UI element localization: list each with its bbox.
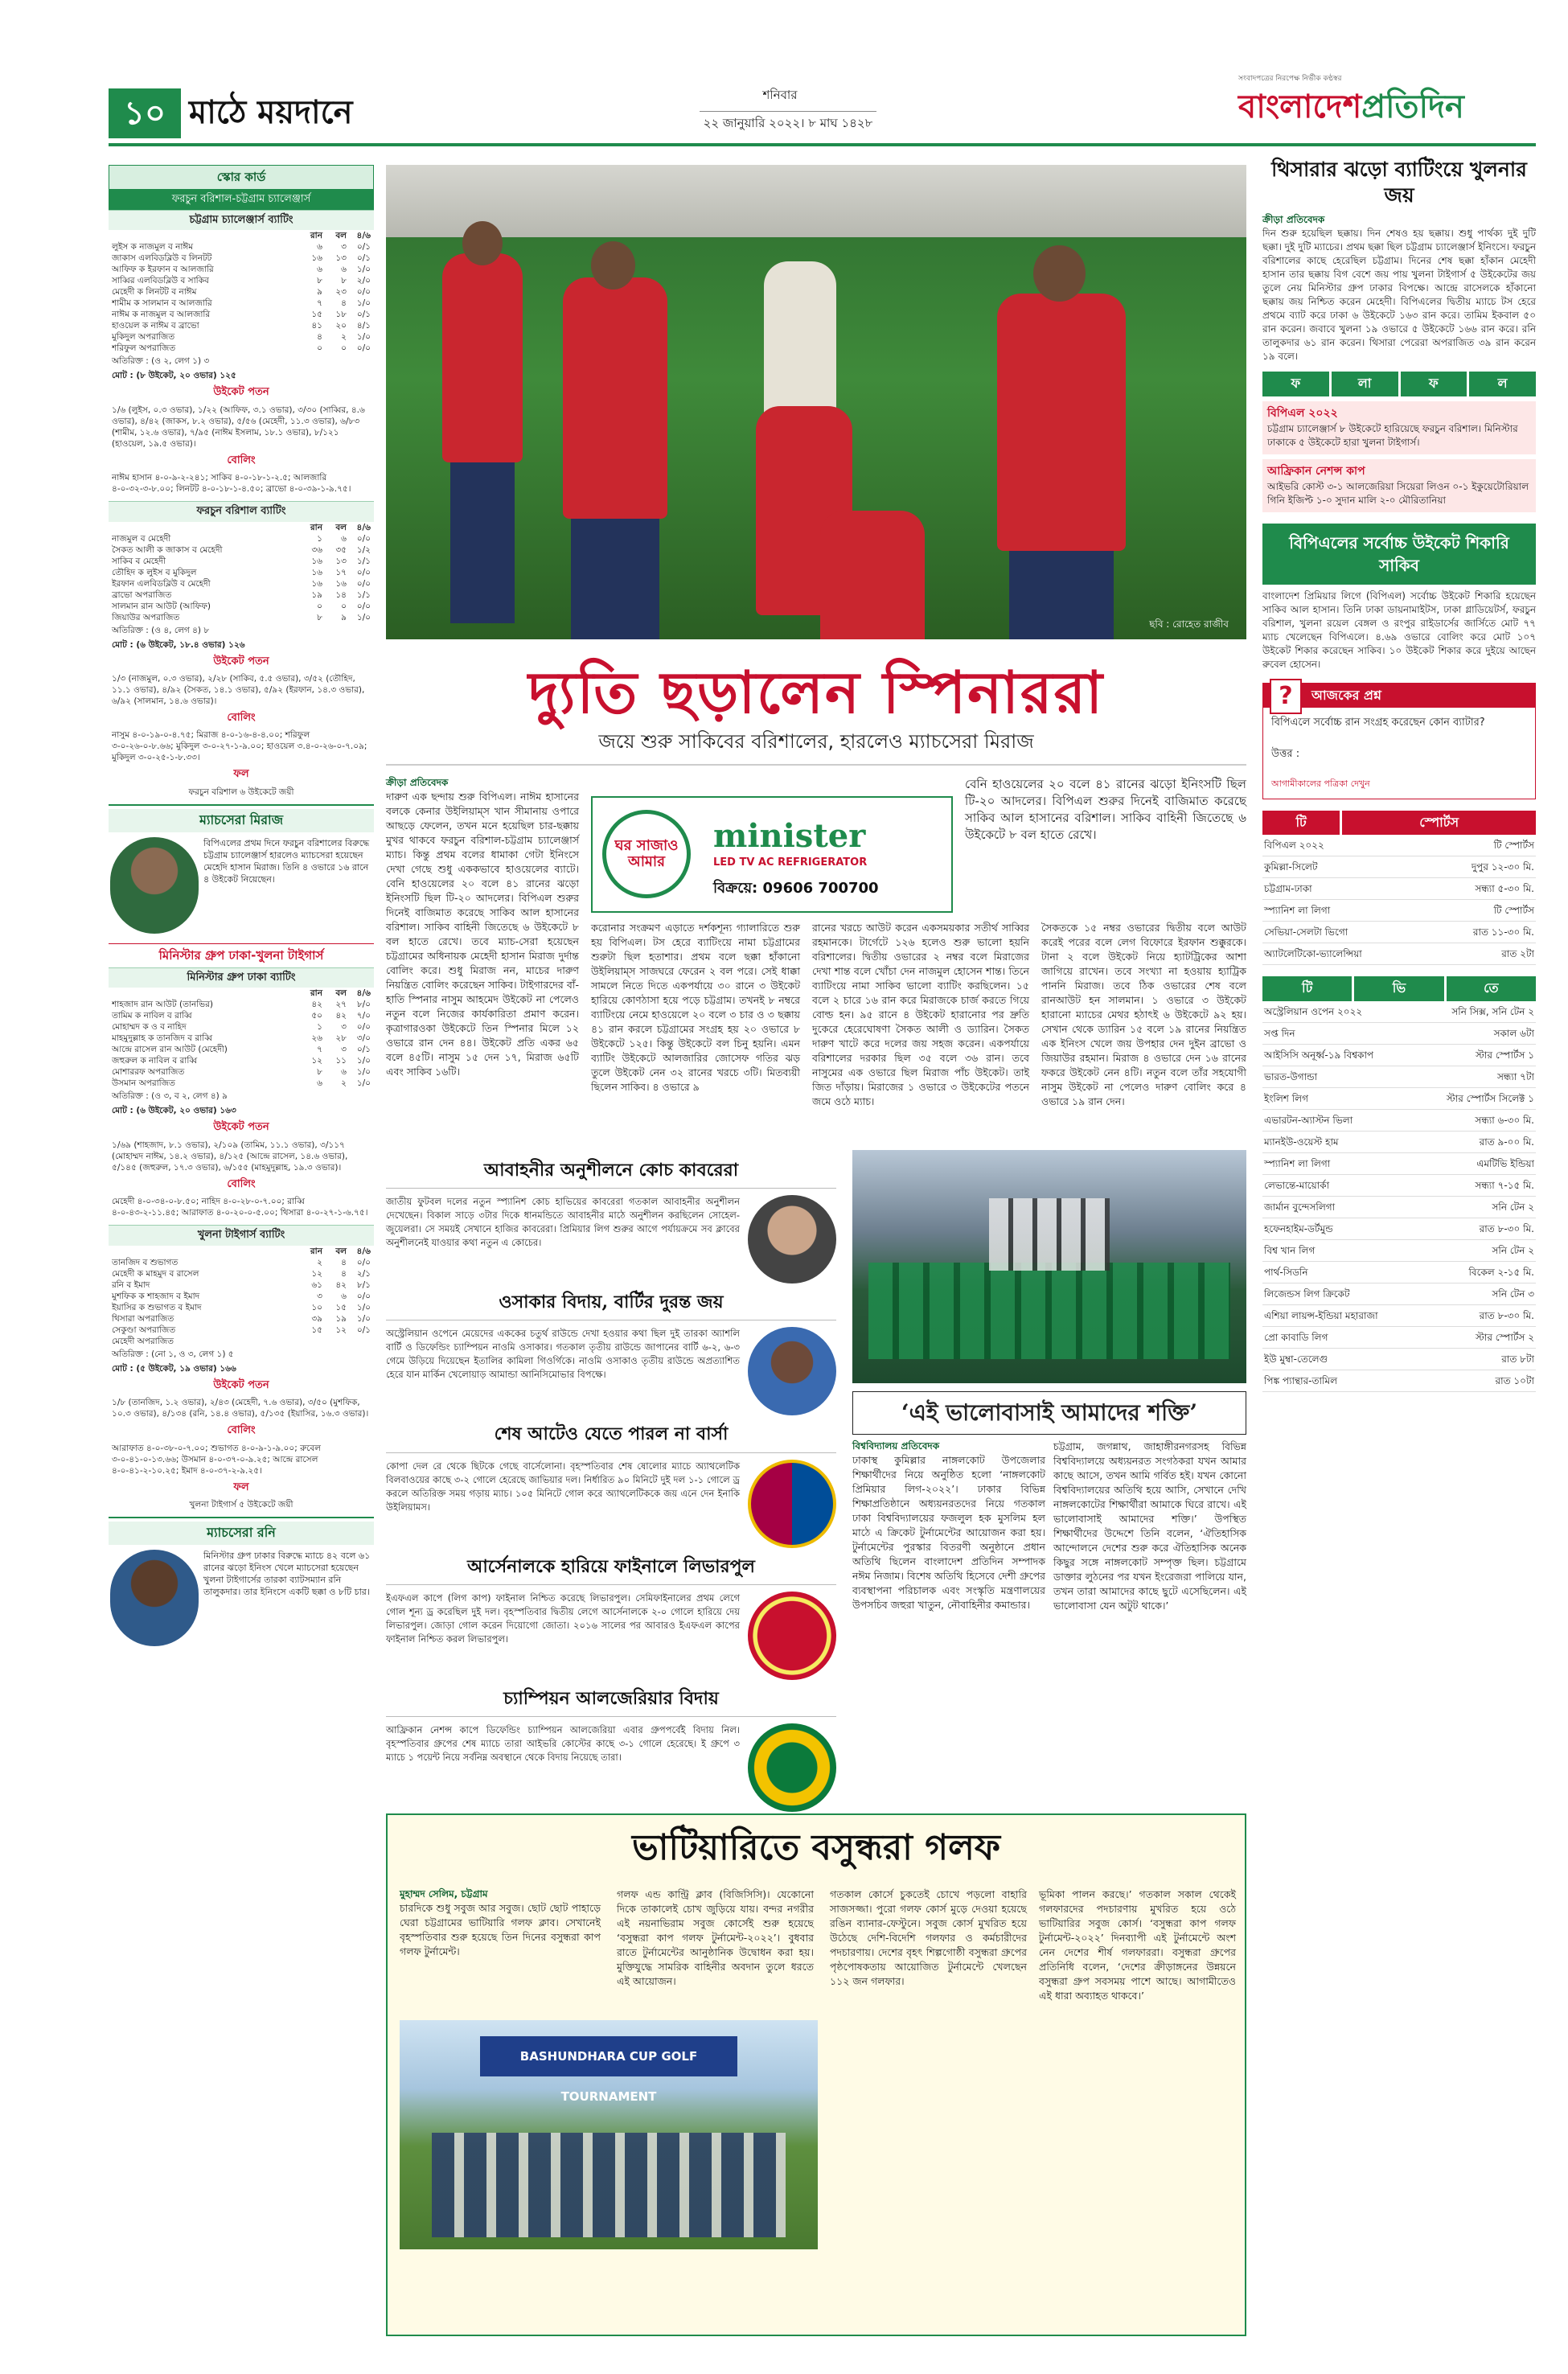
table-row: সালমান রান আউট (আফিফ) ০ ০ ০/০ bbox=[112, 601, 371, 611]
lead-byline: ক্রীড়া প্রতিবেদক bbox=[386, 777, 449, 788]
day-name: শনিবার bbox=[762, 88, 798, 102]
schedule-row: ইউ মুম্বা-তেলেগু রাত ৮টা bbox=[1262, 1349, 1536, 1370]
brief-item bbox=[386, 1452, 836, 1555]
brief-body: কোপা দেল রে থেকে ছিটকে গেছে বার্সেলোনা। বৃহস্পতিবার শেষ ষোলোর ম্যাচে অ্যাথলেটিক বিলবাওয়ের কাছে ৩-২ গোলে হেরেছে জাভিয়ার দল। নির্ধারিত ৯০ মিনিটে দুই দল ১-১ গোলে ড্র করলে অতিরিক্ত সময় গড়ায় ম্যাচ। ১০৫ মিনিটে গোল করে অ্যাথলেটিককে জয় এনে দেন ইনাকি উইলিয়ামস। bbox=[386, 1460, 740, 1513]
lead-headline[interactable]: দ্যুতি ছড়ালেন স্পিনাররা bbox=[527, 658, 1105, 726]
schedule-row: ইংলিশ লিগ স্টার স্পোর্টস সিলেক্ট ১ bbox=[1262, 1088, 1536, 1110]
match2-title: মিনিস্টার গ্রুপ ঢাকা-খুলনা টাইগার্স bbox=[109, 943, 374, 967]
brief-body: আফ্রিকান নেশন্স কাপে ডিফেন্ডিং চ্যাম্পিয়ন আলজেরিয়া এবার গ্রুপপর্বেই বিদায় নিল। বৃহস্পতিবার গ্রুপের শেষ ম্যাচে তারা আইভরি কোস্টের কাছে ৩-১ গোলে হেরেছে। ই গ্রুপে ৩ ম্যাচে ১ পয়েন্ট নিয়ে সর্বনিম্ন অবস্থানে থেকে বিদায় নিয়েছে তারা। bbox=[386, 1724, 740, 1764]
answer-field[interactable]: উত্তর : bbox=[1271, 747, 1300, 760]
golf-column-4 bbox=[1039, 1887, 1236, 2003]
result-afcon bbox=[1262, 459, 1536, 512]
shakib-headline[interactable]: বিপিএলের সর্বোচ্চ উইকেট শিকারি সাকিব bbox=[1262, 524, 1536, 585]
result-bpl-title: বিপিএল ২০২২ bbox=[1267, 406, 1338, 420]
table-row: তৌহিদ ক লুইস ব মুকিদুল ১৬ ১৭ ০/০ bbox=[112, 567, 371, 577]
player-legs bbox=[571, 519, 659, 639]
section-title: মাঠে ময়দানে bbox=[189, 93, 353, 131]
result-afcon-title: আফ্রিকান নেশন্স কাপ bbox=[1267, 464, 1365, 478]
ad-brand: minister bbox=[713, 817, 866, 855]
khulna-fow-label: উইকেট পতন bbox=[213, 1378, 269, 1391]
khulna-extras: অতিরিক্ত : (নো ১, ও ৩, লেগ ১) ৫ bbox=[112, 1349, 234, 1359]
mom2-text: মিনিস্টার গ্রুপ ঢাকার বিরুদ্ধে ম্যাচে ৪২ বলে ৬১ রানের ঝড়ো ইনিংস খেলে ম্যাচসেরা হয়েছেন খুলনা টাইগার্সের তারকা ব্যাটসম্যান রনি তালুকদার। তার ইনিংসে একটি ছক্কা ও ৮টি চার। bbox=[203, 1550, 371, 1597]
khulna-batting-table bbox=[109, 1246, 374, 1347]
table-row: জিয়াউর অপরাজিত ৮ ৯ ১/০ bbox=[112, 612, 371, 622]
player-figure bbox=[442, 253, 523, 462]
result-bpl-body: চট্টগ্রাম চ্যালেঞ্জার্স ৮ উইকেটে হারিয়েছে ফরচুন বরিশাল। মিনিস্টার ঢাকাকে ৫ উইকেটে হারা খুলনা টাইগার্স। bbox=[1267, 422, 1518, 448]
lead-column-intro bbox=[965, 776, 1246, 844]
schedule-row: বিপিএল ২০২২ টি স্পোর্টস bbox=[1262, 835, 1536, 856]
table-header-row: রান বল ৪/৬ bbox=[310, 231, 371, 241]
team-group-photo bbox=[852, 1150, 1246, 1383]
shakib-body: বাংলাদেশ প্রিমিয়ার লিগে (বিপিএল) সর্বোচ্চ উইকেট শিকারি হয়েছেন সাকিব আল হাসান। তিনি ঢাকা ডায়নামাইটস, ঢাকা গ্লাডিয়েটর্স, ফরচুন বরিশাল, খুলনা রয়েল বেঙ্গল ও রংপুর রাইডার্সের জার্সিতে মোট ৭৭ ম্যাচ খেলেছেন বিপিএলে। ৪.৬৯ ওভারে বোলিং করে মোট ১০৭ উইকেট শিকার করেছেন সাকিব। ১০ উইকেট শিকার করে দুইয়ে আছেন রুবেল হোসেন। bbox=[1262, 589, 1536, 670]
sports-briefs bbox=[386, 1158, 836, 1818]
brief-title[interactable]: আর্সেনালকে হারিয়ে ফাইনালে লিভারপুল bbox=[467, 1555, 755, 1577]
schedule-row: স্প্যানিশ লা লিগা এমটিভি ইন্ডিয়া bbox=[1262, 1153, 1536, 1175]
khulna-batting-title: খুলনা টাইগার্স ব্যাটিং bbox=[109, 1225, 374, 1245]
table-row: জাকাস এলবিডব্লিউ ব লিনটট ১৬ ১৩ ০/১ bbox=[112, 253, 371, 264]
ctg-batting-title: চট্টগ্রাম চ্যালেঞ্জার্স ব্যাটিং bbox=[109, 210, 374, 230]
masthead bbox=[0, 0, 1568, 149]
match1-result: ফরচুন বরিশাল ৬ উইকেটে জয়ী bbox=[188, 787, 294, 797]
khulna-bowling-label: বোলিং bbox=[227, 1177, 256, 1190]
table-row: হাওয়েল ক নাঈম ব ব্রাভো ৪১ ২০ ৪/১ bbox=[112, 321, 371, 331]
table-row: উসমান অপরাজিত ৬ ২ ১/০ bbox=[112, 1078, 371, 1089]
headline-rule bbox=[386, 764, 1246, 766]
brief-title[interactable]: শেষ আটেও যেতে পারল না বার্সা bbox=[494, 1423, 729, 1445]
schedule-row: সপ্ত দিন সকাল ৬টা bbox=[1262, 1023, 1536, 1045]
table-row: আন্দ্রে রাসেল রান আউট (মেহেদী) ৭ ৩ ০/১ bbox=[112, 1045, 371, 1055]
schedule-row: এশিয়া লায়ন্স-ইন্ডিয়া মহারাজা রাত ৮-৩০ মি. bbox=[1262, 1305, 1536, 1327]
golf-body-2: গলফ এন্ড কান্ট্রি ক্লাব (বিজিসিসি)। যেকোনো দিকে তাকালেই চোখ জুড়িয়ে যায়। বন্দর নগরীর এই নয়নাভিরাম সবুজ কোর্সেই শুরু হয়েছে ‘বসুন্ধরা কাপ গলফ টুর্নামেন্ট-২০২২’। বুধবার রাতে টুর্নামেন্টের আনুষ্ঠানিক উদ্বোধন করা হয়। মুক্তিযুদ্ধে সামরিক বাহিনীর অবদান তুলে ধরতে এই আয়োজন। bbox=[617, 1888, 814, 1987]
table-row: আফিফ ক ইরফান ব আলজারি ৬ ৬ ১/০ bbox=[112, 265, 371, 275]
golf-story bbox=[386, 1813, 1246, 2336]
photo-background-wall bbox=[386, 165, 1246, 237]
table-row: মুকিদুল অপরাজিত ৪ ২ ১/০ bbox=[112, 332, 371, 343]
tsports-schedule bbox=[1262, 835, 1536, 965]
photo-credit: ছবি : রোহেত রাজীব bbox=[1149, 618, 1229, 630]
team-story-column-2 bbox=[1053, 1440, 1246, 1613]
player-figure bbox=[820, 511, 925, 639]
lead-column-3 bbox=[812, 921, 1029, 1109]
lead-column-2 bbox=[591, 921, 800, 1095]
ad-phone: বিক্রয়ে: 09606 700700 bbox=[713, 880, 879, 897]
date-line: ২২ জানুয়ারি ২০২২। ৮ মাঘ ১৪২৮ bbox=[700, 111, 876, 132]
bar-extras: অতিরিক্ত : (ও ৪, লেগ ৪) ৮ bbox=[112, 625, 210, 635]
schedule-row: আইসিসি অনূর্ধ্ব-১৯ বিশ্বকাপ স্টার স্পোর্টস ১ bbox=[1262, 1045, 1536, 1066]
golf-banner: BASHUNDHARA CUP GOLF TOURNAMENT bbox=[480, 2036, 737, 2076]
table-row: মুশফিক ক শাহজাদ ব ইমাদ ৩ ৬ ০/০ bbox=[112, 1291, 371, 1301]
lead-body-3: রানের খরচে আউট করেন একসময়কার সতীর্থ সাব্বির রহমানকে। টার্গেটে ১২৬ হলেও শুরু ভালো হয়নি বরিশালের। দ্বিতীয় ওভারের ২ নম্বর বলে মিরাজের দেখা শান্ত বলে খোঁচা দেন নাজমুল হোসেন শান্ত। তিনে ব্যাটিংয়ে নামা সাকিব ভালো ব্যাটিং করছিলেন। ১৫ বলে ২ চারে ১৬ রান করে মিরাজকে চার্জ করতে গিয়ে বোল্ড হন। ৯৫ রানে ৪ উইকেট হারানোর পর দ্রুতি দুকেরে হেরেঘোষণা সৈকত আলী ও ড্যারিন। সৈকত দারুণ খাটে করে দলের জয় সহজ করেন। একপর্যায়ে বরিশালের দরকার ছিল ৩৫ বলে ৩৬ রান। তবে নাসুমের এক ওভারে ছিল মিরাজ পাঁচ উইকেট। তাই জিত দাঁড়ায়। মিরাজের ১ ওভারে ৩ উইকেটের পতনে জমে ওঠে ম্যাচ। bbox=[812, 922, 1029, 1107]
schedule-row: সেভিয়া-সেলটা ভিগো রাত ১১-৩০ মি. bbox=[1262, 922, 1536, 943]
table-row: সৈকত আলী ক জাকাস ব মেহেদী ৩৬ ৩৫ ১/২ bbox=[112, 544, 371, 555]
dhaka-batting-title: মিনিস্টার গ্রুপ ঢাকা ব্যাটিং bbox=[109, 967, 374, 988]
question-note: আগামীকালের পত্রিকা দেখুন bbox=[1271, 778, 1370, 790]
lead-body-4: সৈকতকে ১৫ নম্বর ওভারের দ্বিতীয় বলে আউট করেই পরের বলে লেগ বিফোরে ইরফান শুক্কুরকে। টানা ২ বলে উইকেট নিয়ে হ্যাটট্রিকের আশা জাগিয়ে রাখেন। তবে সংখ্যা না হওয়ায় হ্যাট্রিক পাননি মিরাজ। তবে ঠিক ওভারের শেষ বলে রানআউট হন সালমান। ১ ওভারে ৩ উইকেট হারানো ম্যাচের মেথর হঠাৎই ৬ উইকেটে ৯২ হয়। সেখান থেকে ড্যারিন ১৫ বলে ১৯ রানের নিয়ন্ত্রিত এক ইনিংস খেলে জয় উপহার দেন দুইন ব্রাভো ও জিয়াউর রহমান। মিরাজ ৪ ওভারে দেন ১৬ রানের ফকরে উইকেট নেন ৪টি। নতুন বলে তাঁর সহযোগী নাসুম উইকেট না পেলেও দারুণ বোলিং করে ৪ ওভারে ১৯ রান দেন। bbox=[1041, 922, 1246, 1107]
table-row: মেহেদী ক লিনটট ব নাঈম ৯ ২৩ ০/০ bbox=[112, 287, 371, 298]
mom2-title: ম্যাচসেরা রনি bbox=[109, 1522, 374, 1545]
table-row: মোশাররফ অপরাজিত ৮ ৬ ১/০ bbox=[112, 1067, 371, 1078]
schedule-row: অ্যাটলেটিকো-ভ্যালেন্সিয়া রাত ২টা bbox=[1262, 943, 1536, 965]
tv-header: টি ভি তে bbox=[1262, 976, 1536, 1001]
result-bpl bbox=[1262, 401, 1536, 454]
dhaka-total: মোট : (৬ উইকেট, ২০ ওভার) ১৬৩ bbox=[112, 1106, 236, 1116]
match2-result: খুলনা টাইগার্স ৫ উইকেটে জয়ী bbox=[189, 1500, 293, 1510]
table-row: সাব্বির এলবিডব্লিউ ব সাকিব ৮ ৮ ২/০ bbox=[112, 276, 371, 286]
table-row: লুইস ক নাজমুল ব নাঈম ৬ ৩ ০/১ bbox=[112, 242, 371, 253]
brief-item bbox=[386, 1320, 836, 1422]
scorecard-title: স্কোর কার্ড bbox=[109, 165, 374, 190]
question-header: ? আজকের প্রশ্ন bbox=[1263, 684, 1535, 709]
golf-group-photo bbox=[400, 2020, 818, 2249]
schedule-row: হফেনহাইম-ডর্টমুন্ড রাত ৮-৩০ মি. bbox=[1262, 1218, 1536, 1240]
schedule-row: এভারটন-অ্যাস্টন ভিলা সন্ধ্যা ৬-৩০ মি. bbox=[1262, 1110, 1536, 1132]
golf-body-3: গতকাল কোর্সে চুকতেই চোখে পড়লো বাহারি সাজসজ্জা। পুরো গলফ কোর্স মুড়ে দেওয়া হয়েছে রঙিন ব্যানার-ফেস্টুনে। সবুজ কোর্স মুখরিত হয়ে উঠেছে দেশি-বিদেশি গলফার ও কর্মচারীদের পদচারণায়। দেশের বৃহৎ শিল্পগোষ্ঠী বসুন্ধরা গ্রুপের পৃষ্ঠপোষকতায় আয়োজিত টুর্নামেন্টে খেলছেন ১১২ জন গলফার। bbox=[830, 1888, 1027, 1987]
schedule-row: পার্থ-সিডনি বিকেল ২-১৫ মি. bbox=[1262, 1262, 1536, 1284]
schedule-row: স্প্যানিশ লা লিগা টি স্পোর্টস bbox=[1262, 900, 1536, 922]
scorecard-match: ফরচুন বরিশাল-চট্টগ্রাম চ্যালেঞ্জার্স bbox=[109, 190, 374, 209]
lead-column-1 bbox=[386, 776, 579, 1079]
dhaka-batting-table bbox=[109, 988, 374, 1089]
barcelona-crest-icon bbox=[748, 1460, 836, 1548]
lead-body-2: করোনার সংক্রমণ এড়াতে দর্শকশূন্য গ্যালারিতে শুরু হয় বিপিএল। টস হেরে ব্যাটিংয়ে নামা চট্টগ্রামের শুরুটা ছিল হতাশার। প্রথম বলে ছক্কা হাঁকানো উইলিয়াম্স সাজঘরে ফেরেন ২ বল পরে। সেই ধাক্কা সামলে নিতে দিতে একপর্যায়ে ৩০ রানে ৩ উইকেট হারিয়ে কোণঠাসা হয়ে পড়ে চট্টগ্রাম। তখনই ৮ নম্বরে ব্যাটিংয়ে নেমে হাওয়েলে ২০ বলে ৩ চার ও ৩ ছক্কায় ৪১ রান করলে চট্টগ্রামের সংগ্রহ হয় ২০ ওভারে ৮ উইকেটে ১২৫। কিন্তু উইকেটে বল চিনু হয়নি। এমন ব্যাটিং উইকেটে আলজারির জোসেফ গতির ঝড় তুলে উইকেট নেন ৩২ রানের খরচে ৩টি। মিতব্যয়ী ছিলেন সাকিব। ৪ ওভারে ৯ bbox=[591, 922, 800, 1093]
brief-title[interactable]: চ্যাম্পিয়ন আলজেরিয়ার বিদায় bbox=[503, 1687, 719, 1709]
golf-body-4: ভূমিকা পালন করছে।’ গতকাল সকাল থেকেই গলফারদের পদচারণায় মুখরিত হয়ে ওঠে ভাটিয়ারির সবুজ কোর্স। ‘বসুন্ধরা কাপ গলফ টুর্নামেন্ট-২০২২’ দিনব্যাপী এই টুর্নামেন্টে অংশ নেন দেশের শীর্ষ গলফাররা। বসুন্ধরা গ্রুপের প্রতিনিধি বলেন, ‘দেশের ক্রীড়াঙ্গনের উন্নয়নে বসুন্ধরা গ্রুপ সবসময় পাশে আছে। আগামীতেও এই ধারা অব্যাহত থাকবে।’ bbox=[1039, 1888, 1236, 2002]
man-of-match-2 bbox=[109, 1517, 374, 1651]
brief-item bbox=[386, 1188, 836, 1290]
mom1-photo bbox=[110, 837, 199, 934]
player-legs bbox=[1009, 551, 1114, 639]
mom1-text: বিপিএলের প্রথম দিনে ফরচুন বরিশালের বিরুদ্ধে চট্টগ্রাম চ্যালেঞ্জার্স হারলেও ম্যাচসেরা হয়েছেন মেহেদি হাসান মিরাজ। তিনি ৪ ওভারে ১৬ রানে ৪ উইকেট নিয়েছেন। bbox=[203, 837, 370, 885]
schedule-row: প্রো কাবাডি লিগ স্টার স্পোর্টস ২ bbox=[1262, 1327, 1536, 1349]
bar-fow: ১/৩ (নাজমুল, ০.৩ ওভার), ২/২৮ (সাকিব, ৫.৫ ওভার), ৩/৫২ (তৌহিদ, ১১.১ ওভার), ৪/৯২ (সৈকত, ১৪.১ ওভার), ৫/৯২ (ইরফান, ১৪.৩ ওভার), ৬/৯২ (সালমান, ১৪.৬ ওভার)। bbox=[112, 674, 365, 707]
logo-tagline: সংবাদপত্রের নিরপেক্ষ নির্ভীক কণ্ঠস্বর bbox=[1238, 75, 1342, 83]
coach-photo bbox=[748, 1195, 836, 1284]
ctg-extras: অতিরিক্ত : (ও ২, লেগ ১) ৩ bbox=[112, 356, 210, 367]
player-legs bbox=[450, 462, 515, 623]
schedule-row: জার্মান বুন্দেসলিগা সনি টেন ২ bbox=[1262, 1197, 1536, 1218]
ctg-fow: ১/৬ (লুইস, ০.৩ ওভার), ১/২২ (আফিফ, ৩.১ ওভার), ৩/৩০ (সাব্বির, ৪.৬ ওভার), ৪/৪২ (জাকস, ৮.২ ওভার), ৫/৫৬ (মেহেদী, ১১.৩ ওভার), ৬/৮৩ (শামীম, ১২.৬ ওভার), ৭/৯৫ (নাঈম ইসলাম, ১৮.১ ওভার), ৮/১২১ (হাওয়েল, ১৯.৫ ওভার)। bbox=[112, 405, 365, 449]
mom1-title: ম্যাচসেরা মিরাজ bbox=[109, 809, 374, 832]
ad-products: LED TV AC REFRIGERATOR bbox=[713, 856, 868, 869]
golf-byline: মুহাম্মদ সেলিম, চট্টগ্রাম bbox=[400, 1888, 488, 1900]
guests-row bbox=[989, 1198, 1110, 1271]
player-figure bbox=[563, 277, 667, 519]
table-row: মাহমুদুল্লাহ ক তানজিদ ব রাব্বি ২৬ ২৮ ৩/০ bbox=[112, 1033, 371, 1044]
table-row: শামীম ক সালমান ব আলজারি ৭ ৪ ১/০ bbox=[112, 298, 371, 309]
brief-body: জাতীয় ফুটবল দলের নতুন স্প্যানিশ কোচ হাভিয়ের কাবরেরা গতকাল আবাহনীর অনুশীলন দেখেছেন। বিকাল সাড়ে ৩টার দিকে ধানমন্ডিতে আবাহনীর মাঠে অনুশীলন করছিলেন সোহেল-জুয়েলরা। সে সময়ই সেখানে হাজির কাবরেরা। প্রিমিয়ার লিগ শুরুর আগে পর্যায়ক্রমে সব ক্লাবের অনুশীলনেই যাওয়ার কথা নতুন এ কোচের। bbox=[386, 1196, 740, 1249]
brief-body: ইএফএল কাপে (লিগ কাপ) ফাইনাল নিশ্চিত করেছে লিভারপুল। সেমিফাইনালের প্রথম লেগে গোল শূন্য ড্র করেছিল দুই দল। বৃহস্পতিবার দ্বিতীয় লেগে আর্সেনালকে ২-০ গোলে হারিয়ে দেয় লিভারপুল। জোড়া গোল করেন দিয়োগো জোতা। ২০১৬ সালের পর আবারও ইএফএল কাপের ফাইনাল নিশ্চিত করল লিভারপুল। bbox=[386, 1592, 740, 1645]
golf-guests bbox=[432, 2133, 786, 2237]
newspaper-logo[interactable] bbox=[1238, 74, 1536, 138]
right-top-headline[interactable]: থিসারার ঝড়ো ব্যাটিংয়ে খুলনার জয় bbox=[1271, 158, 1527, 207]
tennis-player-photo bbox=[748, 1327, 836, 1415]
golf-headline[interactable]: ভাটিয়ারিতে বসুন্ধরা গলফ bbox=[631, 1827, 1001, 1868]
ctg-bowling: নাসুম ৪-০-১৯-০-৪.৭৫; মিরাজ ৪-০-১৬-৪-৪.০০; শরিফুল ৩-০-২৬-০-৮.৬৬; মুকিদুল ৩-০-২৭-১-৯.০০; হাওয়েল ৩.৪-০-২৬-০-৭.০৯; মুকিদুল ৩-০-২৫-১-৮.৩৩। bbox=[112, 730, 367, 763]
right-byline: ক্রীড়া প্রতিবেদক bbox=[1262, 214, 1325, 225]
brief-item bbox=[386, 1584, 836, 1686]
result-label: ফল bbox=[233, 768, 249, 781]
page-number: ১০ bbox=[109, 88, 181, 138]
player-head bbox=[1033, 245, 1086, 302]
schedule-row: বিশ্ব খান লিগ সনি টেন ২ bbox=[1262, 1240, 1536, 1262]
schedule-row: কুমিল্লা-সিলেট দুপুর ১২-৩০ মি. bbox=[1262, 856, 1536, 878]
dhaka-bowling-label: বোলিং bbox=[227, 1424, 256, 1437]
schedule-row: লিজেন্ডস লিগ ক্রিকেট সনি টেন ৩ bbox=[1262, 1284, 1536, 1305]
result2-label: ফল bbox=[233, 1481, 249, 1493]
group-players bbox=[868, 1263, 1230, 1359]
scorecard-column bbox=[109, 165, 374, 2336]
lead-photo bbox=[386, 165, 1246, 639]
bar-bowling-label: বোলিং bbox=[227, 454, 256, 466]
brief-item bbox=[386, 1716, 836, 1818]
table-header-row: রান বল ৪/৬ bbox=[310, 988, 371, 999]
table-row: তানজিদ ব শুভাগত ২ ৪ ০/০ bbox=[112, 1257, 371, 1267]
table-row: মোহাম্মদ ক ও ব নাহিদ ১ ৩ ০/০ bbox=[112, 1022, 371, 1033]
dhaka-extras: অতিরিক্ত : (ও ৩, ব ২, লেগ ৪) ৯ bbox=[112, 1091, 228, 1102]
table-row: মেহেদী ক মাহমুদ ব রাসেল ১২ ৪ ২/১ bbox=[112, 1268, 371, 1279]
caf-logo-icon bbox=[748, 1723, 836, 1812]
table-row: তামিম ক নাবিল ব রাব্বি ৫০ ৪২ ৭/০ bbox=[112, 1011, 371, 1021]
masthead-rule bbox=[109, 143, 1536, 146]
mom2-photo bbox=[110, 1550, 199, 1646]
ad-house-logo: ঘর সাজাও আমার bbox=[602, 810, 691, 898]
results-header: ফ লা ফ ল bbox=[1262, 372, 1536, 396]
table-row: সেকুণ্ডা অপরাজিত ১৫ ১২ ০/১ bbox=[112, 1325, 371, 1335]
schedule-row: পিঙ্ক প্যান্থার-তামিল রাত ১০টা bbox=[1262, 1370, 1536, 1392]
table-row: ইরফান এলবিডব্লিউ ব মেহেদী ১৬ ১৬ ০/০ bbox=[112, 578, 371, 589]
result-afcon-body: আইভরি কোস্ট ৩-১ আলজেরিয়া সিয়েরা লিওন ০-১ ইকুয়েটোরিয়াল গিনি ইজিপ্ট ১-০ সুদান মালি ২-০ মৌরিতানিয়া bbox=[1267, 480, 1529, 506]
question-text: বিপিএলে সর্বোচ্চ রান সংগ্রহ করেছেন কোন ব্যাটার? bbox=[1271, 717, 1485, 729]
lead-subheadline: জয়ে শুরু সাকিবের বরিশালের, হারলেও ম্যাচসেরা মিরাজ bbox=[598, 730, 1034, 753]
tsports-header: টি স্পোর্টস bbox=[1262, 811, 1536, 836]
dhaka-bowling: আরাফাত ৪-০-৩৮-০-৭.০০; শুভাগত ৪-০-৯-১-৯.০০; রুবেল ৩-০-৪১-০-১৩.৬৬; উসমান ৪-০-৩৭-০-৯.২৫; আন্দ্রে রাসেল ৪-০-৪১-২-১০.২৫; ইমাদ ৪-০-৩৭-২-৯.২৫। bbox=[112, 1443, 322, 1476]
schedule-row: লেভান্তে-মায়োর্কা সন্ধ্যা ৭-১৫ মি. bbox=[1262, 1175, 1536, 1197]
lead-body-1: দারুণ এক ছন্দায় শুরু বিপিএল। নাঈম হাসানের বলকে কেনার উইলিয়াম্স খান সীমানায় ওপারে আছড়ে ফেলেন, তখন মনে হয়েছিল চার-ছক্কায় মুখর থাকবে ফরচুন বরিশাল-চট্টগ্রাম চ্যালেঞ্জার্স ম্যাচ। কিন্তু প্রথম বলের ধামাকা গেটা ইনিংসে দেখা গেছে শুধু এককভাবে হাওয়েলের ব্যাটে। বেনি হাওয়েলের ২০ বলে ৪১ রানের ঝড়ো ইনিংসটি ছিল টি-২০ আদলের। বিপিএল শুরুর দিনেই বাজিমাত করেছে সাকিব আল হাসানের বরিশাল। সাকিব বাহিনী জিতেছে ৬ উইকেটে ৮ বল হাতে রেখে। তবে ম্যাচ-সেরা হয়েছেন চট্টগ্রামের অধিনায়ক মেহেদী হাসান মিরাজ দুর্দান্ত বোলিং করে। শুধু মিরাজ নন, মাচের দারুণ নিয়ন্ত্রিত বোলিং করেছেন সাকিব। টাইগারদের বাঁ-হাতি স্পিনার নাসুম আহমেদ উইকেট না পেলেও নতুন বলে নিজের কার্যকারিতা প্রমাণ করেন। কৃত্রাগারওকা উইকেটে তিন স্পিনার মিলে ১২ ওভারে রান দেন ৪৪। উইকেট প্রতি একর ৬৫ বলে ৪৫টি। নাসুম ১৫ দেন ১৭, মিরাজ ৬৫টি এবং সাকিব ১৬টি। bbox=[386, 791, 579, 1078]
ctg-bowling-label: বোলিং bbox=[227, 712, 256, 725]
table-row: নাজমুল ব মেহেদী ১ ৬ ০/০ bbox=[112, 533, 371, 544]
question-box bbox=[1262, 683, 1536, 799]
golf-column-3 bbox=[830, 1887, 1027, 1989]
player-figure bbox=[997, 294, 1126, 551]
table-header-row: রান বল ৪/৬ bbox=[310, 522, 371, 532]
khulna-bowling: মেহেদী ৪-০-৩৪-০-৮.৫০; নাহিদ ৪-০-২৮-০-৭.০০; রাব্বি ৪-০-৪৩-২-১১.৪৫; আরাফাত ৪-০-২০-০-৫.০০; থিসারা ৪-০-২৭-১-৬.৭৫। bbox=[112, 1197, 368, 1218]
table-row: জহুরুল ক নাবিল ব রাব্বি ১২ ১১ ১/০ bbox=[112, 1056, 371, 1066]
right-column bbox=[1262, 157, 1536, 1392]
tv-schedule bbox=[1262, 1001, 1536, 1392]
ctg-total: মোট : (৮ উইকেট, ২০ ওভার) ১২৫ bbox=[112, 371, 236, 381]
ctg-batting-table bbox=[109, 230, 374, 354]
table-row: ইয়াসির ক শুভাগত ব ইমাদ ১০ ১৫ ১/০ bbox=[112, 1302, 371, 1312]
bar-batting-table bbox=[109, 522, 374, 623]
lead-intro: বেনি হাওয়েলের ২০ বলে ৪১ রানের ঝড়ো ইনিংসটি ছিল টি-২০ আদলের। বিপিএল শুরুর দিনেই বাজিমাত করেছে সাকিব আল হাসানের বরিশাল। সাকিব বাহিনী জিতেছে ৬ উইকেটে ৮ বল হাতে রেখে। bbox=[965, 777, 1246, 842]
golf-column-2 bbox=[617, 1887, 814, 1989]
brief-body: অস্ট্রেলিয়ান ওপেনে মেয়েদের এককের চতুর্থ রাউন্ডে দেখা হওয়ার কথা ছিল দুই তারকা অ্যাশলি বার্টি ও ডিফেন্ডিং চ্যাম্পিয়ন নাওমি ওসাকার। গতকাল তৃতীয় রাউন্ডে জাপানের বার্টি ৬-২, ৬-৩ গেমে উড়িয়ে দিয়েছেন ইতালির কামিলা গিওর্গিকে। নাওমি ওসাকাও তৃতীয় রাউন্ডে অপ্রত্যাশিত হেরে যান মার্কিন খেলোয়াড় আমান্ডা আনিসিমোভার বিপক্ষে। bbox=[386, 1328, 740, 1381]
brief-title[interactable]: ওসাকার বিদায়, বার্টির দুরন্ত জয় bbox=[499, 1292, 724, 1313]
schedule-row: ম্যানইউ-ওয়েস্ট হাম রাত ৯-০০ মি. bbox=[1262, 1132, 1536, 1153]
right-top-body: দিন শুরু হয়েছিল ছক্কায়। দিন শেষও হয় ছক্কায়। শুধু পার্থক্য দুই দুটি ছক্কা। দুই দুটি ম্যাচের। প্রথম ছক্কা ছিল চট্টগ্রাম চ্যালেঞ্জার্স ইনিংসে। ফরচুন বরিশালের কাছে হেরেছিল চট্টগ্রাম। দিনের শেষ ছক্কা হাঁকান মেহেদী হাসান তার ছক্কায় বিগ বেশে জয় পায় খুলনা টাইগার্স ৫ উইকেটের জয় তুলে নেয় মিনিস্টার গ্রুপ ঢাকার বিপক্ষে। আন্দ্রে রাসেলকে হাঁকানো ছক্কায় জয় নিশ্চিত করেন মেহেদী। বিপিএলের দ্বিতীয় ম্যাচে টস হেরে প্রথমে ব্যাট করে ঢাকা ৬ উইকেটে ১৬৩ রান করে। তামিম ইকবাল ৫০ রান করেন। জবাবে খুলনা ১৯ ওভারে ৫ উইকেটে ১৬৬ রান করে। রনি তালুকদার ৬১ রান করেন। থিসারা পেরেরা অপরাজিত ৩৯ রান করেন ১৯ বলে। bbox=[1262, 228, 1536, 363]
ctg-fow-label: উইকেট পতন bbox=[213, 386, 269, 399]
team-story-column-1 bbox=[852, 1440, 1045, 1612]
schedule-row: ভারত-উগান্ডা সন্ধ্যা ৭টা bbox=[1262, 1066, 1536, 1088]
man-of-match-1 bbox=[109, 804, 374, 939]
khulna-fow: ১/৮ (তানজিদ, ১.২ ওভার), ২/৪৩ (মেহেদী, ৭.৬ ওভার), ৩/৫০ (মুশফিক, ১০.৩ ওভার), ৪/১৩৪ (রনি, ১৪.৪ ওভার), ৫/১৩৫ (ইয়াসির, ১৬.৩ ওভার)। bbox=[112, 1398, 369, 1419]
player-head bbox=[462, 221, 503, 265]
table-row: ব্রাভো অপরাজিত ১৯ ১৪ ১/১ bbox=[112, 589, 371, 600]
table-row: মেহেদী অপরাজিত bbox=[112, 1336, 174, 1346]
lead-column-4 bbox=[1041, 921, 1246, 1109]
minister-advertisement[interactable] bbox=[591, 796, 953, 913]
schedule-row: অস্ট্রেলিয়ান ওপেন ২০২২ সনি সিক্স, সনি টেন ২ bbox=[1262, 1001, 1536, 1023]
player-head bbox=[591, 241, 635, 290]
table-row: রনি ব ইমাদ ৬১ ৪২ ৮/১ bbox=[112, 1279, 371, 1290]
golf-body-1: চারদিকে শুধু সবুজ আর সবুজ। ছোট ছোট পাহাড়ে ঘেরা চট্টগ্রামের ভাটিয়ারি গলফ ক্লাব। সেখানেই বৃহস্পতিবার শুরু হয়েছে তিন দিনের বসুন্ধরা কাপ গলফ টুর্নামেন্ট। bbox=[400, 1902, 601, 1958]
team-story-headline[interactable]: ‘এই ভালোবাসাই আমাদের শক্তি’ bbox=[852, 1391, 1246, 1435]
liverpool-crest-icon bbox=[748, 1592, 836, 1680]
brief-title[interactable]: আবাহনীর অনুশীলনে কোচ কাবরেরা bbox=[483, 1160, 739, 1181]
team-body-1: ঢাকাস্থ কুমিল্লার নাঙ্গলকোট উপজেলার শিক্ষার্থীদের নিয়ে অনুষ্ঠিত হলো ‘নাঙ্গলকোট প্রিমিয়ার লিগ-২০২২’। ঢাকার বিভিন্ন শিক্ষাপ্রতিষ্ঠানে অধ্যয়নরতদের নিয়ে গতকাল ঢাকা বিশ্ববিদ্যালয়ের ফজলুল হক মুসলিম হল মাঠে এ ক্রিকেট টুর্নামেন্টের আয়োজন করা হয়। টুর্নামেন্টের পুরস্কার বিতরণী অনুষ্ঠানে প্রধান অতিথি ছিলেন বাংলাদেশ প্রতিদিন সম্পাদক নঈম নিজাম। বিশেষ অতিথি হিসেবে দেশী গ্রুপের ব্যবস্থাপনা পরিচালক এবং সংস্কৃতি মন্ত্রণালয়ের উপসচিব জহুরা খাতুন, নৌবাহিনীর কমান্ডার। bbox=[852, 1454, 1045, 1612]
team-byline: বিশ্ববিদ্যালয় প্রতিবেদক bbox=[852, 1440, 940, 1452]
bar-batting-title: ফরচুন বরিশাল ব্যাটিং bbox=[109, 501, 374, 521]
question-mark-icon: ? bbox=[1270, 679, 1302, 714]
table-row: শরিফুল অপরাজিত ০ ০ ০/০ bbox=[112, 343, 371, 354]
schedule-row: চট্টগ্রাম-ঢাকা সন্ধ্যা ৫-৩০ মি. bbox=[1262, 878, 1536, 900]
table-row: সাকিব ব মেহেদী ১৬ ১৩ ১/১ bbox=[112, 556, 371, 566]
logo-wordmark: বাংলাদেশপ্রতিদিন bbox=[1238, 87, 1464, 125]
table-row: থিসারা অপরাজিত ৩৯ ১৯ ১/০ bbox=[112, 1313, 371, 1324]
table-row: শাহজাদ রান আউট (তানভির) ৪২ ২৭ ৮/০ bbox=[112, 1000, 371, 1010]
table-row: নাঈম ক নাজমুল ব আলজারি ১৫ ১৮ ০/১ bbox=[112, 310, 371, 320]
bar-total: মোট : (৬ উইকেট, ১৮.৪ ওভার) ১২৬ bbox=[112, 639, 245, 650]
khulna-total: মোট : (৫ উইকেট, ১৯ ওভার) ১৬৬ bbox=[112, 1363, 236, 1374]
dhaka-fow-label: উইকেট পতন bbox=[213, 1121, 269, 1134]
golf-column-1 bbox=[400, 1887, 601, 1959]
table-header-row: রান বল ৪/৬ bbox=[310, 1246, 371, 1256]
team-body-2: চট্টগ্রাম, জগন্নাথ, জাহাঙ্গীরনগরসহ বিভিন্ন বিশ্ববিদ্যালয়ে অধ্যয়নরত সংগঠকরা যখন আমার কাছে আসে, তখন আমি গর্বিত হই। যখন কোনো বিশ্ববিদ্যালয়ের অতিথি হয়ে আসি, সেখানে দেখি নাঙ্গলকোটের শিক্ষার্থীরা আমাকে ঘিরে রাখে। এই ভালোবাসাই আমাদের শক্তি।’ উপস্থিত শিক্ষার্থীদের উদ্দেশে তিনি বলেন, ‘ঐতিহাসিক আন্দোলনে দেশের শুরু করে ঐতিহাসিক অনেক কিছুর সঙ্গে নাঙ্গলকোট সম্পৃক্ত ছিল। চট্টগ্রামে ডাক্তার লুঠনের পর যখন ইংরেজরা পালিয়ে যান, তখন তারা আমাদের কাছে ছুটে এসেছিলেন। এই ভালোবাসা যেন অটুট থাকে।’ bbox=[1053, 1440, 1246, 1612]
bar-fow-label: উইকেট পতন bbox=[213, 655, 269, 667]
bar-bowling: নাঈম হাসান ৪-০-৯-২-২৪১; সাকিব ৪-০-১৮-১-২.৫; আলজারি ৪-০-৩২-৩-৮.০০; লিনটট ৪-০-১৮-১-৪.৫০; ব্রাভো ৪-০-৩৯-১-৯.৭৫। bbox=[112, 473, 351, 495]
dhaka-fow: ১/৬৯ (শাহজাদ, ৮.১ ওভার), ২/১০৯ (তামিম, ১১.১ ওভার), ৩/১১৭ (মোহাম্মদ নাঈম, ১৪.২ ওভার), ৪/১২৫ (আন্দ্রে রাসেল, ১৪.৬ ওভার), ৫/১৪৫ (জহুরুল, ১৭.৩ ওভার), ৬/১৫৫ (মাহমুদুল্লাহ, ১৯.৩ ওভার)। bbox=[112, 1140, 348, 1173]
